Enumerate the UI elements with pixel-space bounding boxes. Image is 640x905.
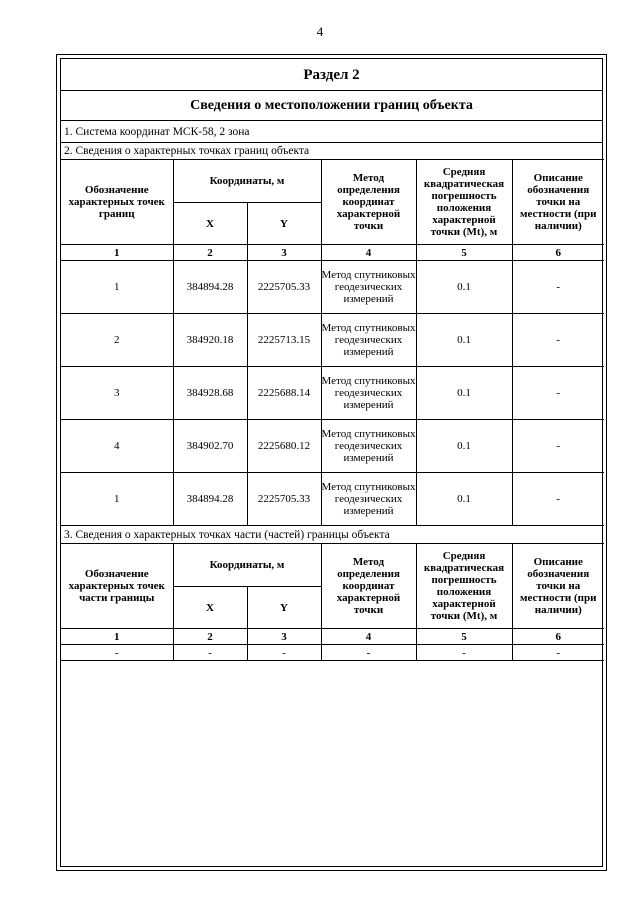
part-boundary-points-table [61,543,604,661]
description-cell: - [512,645,604,661]
point-id: 1 [61,261,173,314]
coord-x: - [173,645,247,661]
col-number: 2 [173,629,247,645]
coord-y: 2225705.33 [247,261,321,314]
part3-heading: 3. Сведения о характерных точках части (частей) границы объекта [64,529,390,541]
description-cell: - [512,420,604,473]
coord-y: 2225688.14 [247,367,321,420]
header-designation: Обозначение характерных точек границ [61,160,173,245]
header-coordinates: Координаты, м [173,160,321,203]
accuracy-cell: 0.1 [416,420,512,473]
method-cell: Метод спутниковых геодезических измерений [321,261,416,314]
description-cell: - [512,261,604,314]
accuracy-cell: 0.1 [416,261,512,314]
table-row [61,261,604,314]
table-row [61,645,604,661]
document-frame [56,54,607,871]
coordinate-system: 1. Система координат МСК-58, 2 зона [61,121,602,143]
method-cell: Метод спутниковых геодезических измерений [321,367,416,420]
col-number: 1 [61,245,173,261]
coord-y: 2225705.33 [247,473,321,526]
page-number: 4 [316,24,324,39]
accuracy-cell: - [416,645,512,661]
header-method: Метод определения координат характерной точки [321,544,416,629]
col-number: 4 [321,629,416,645]
part2-heading: 2. Сведения о характерных точках границ объекта [64,145,310,157]
col-number: 5 [416,245,512,261]
document-inner-frame [60,58,603,867]
coord-x: 384902.70 [173,420,247,473]
coord-y: - [247,645,321,661]
coord-x: 384894.28 [173,473,247,526]
method-cell: Метод спутниковых геодезических измерений [321,473,416,526]
section-title: Раздел 2 [61,59,602,91]
header-y: Y [247,587,321,629]
point-id: 4 [61,420,173,473]
coord-y: 2225680.12 [247,420,321,473]
col-number: 6 [512,245,604,261]
header-description: Описание обозначения точки на местности (при наличии) [512,160,604,245]
table-row [61,367,604,420]
header-description: Описание обозначения точки на местности (при наличии) [512,544,604,629]
col-number: 3 [247,629,321,645]
header-x: X [173,587,247,629]
section-subtitle: Сведения о местоположении границ объекта [61,91,602,121]
table-row [61,473,604,526]
header-accuracy: Средняя квадратическая погрешность положения характерной точки (Mt), м [416,544,512,629]
coord-x: 384920.18 [173,314,247,367]
header-method: Метод определения координат характерной точки [321,160,416,245]
col-number: 4 [321,245,416,261]
accuracy-cell: 0.1 [416,473,512,526]
method-cell: Метод спутниковых геодезических измерений [321,420,416,473]
header-designation: Обозначение характерных точек части границы [61,544,173,629]
col-number: 1 [61,629,173,645]
description-cell: - [512,314,604,367]
col-number: 3 [247,245,321,261]
coord-x: 384894.28 [173,261,247,314]
header-coordinates: Координаты, м [173,544,321,587]
table-row [61,314,604,367]
point-id: - [61,645,173,661]
boundary-points-table [61,159,604,526]
method-cell: - [321,645,416,661]
coord-x: 384928.68 [173,367,247,420]
header-accuracy: Средняя квадратическая погрешность положения характерной точки (Mt), м [416,160,512,245]
point-id: 2 [61,314,173,367]
description-cell: - [512,473,604,526]
table-row [61,420,604,473]
header-y: Y [247,203,321,245]
method-cell: Метод спутниковых геодезических измерений [321,314,416,367]
col-number: 5 [416,629,512,645]
accuracy-cell: 0.1 [416,314,512,367]
header-x: X [173,203,247,245]
col-number: 6 [512,629,604,645]
point-id: 1 [61,473,173,526]
col-number: 2 [173,245,247,261]
description-cell: - [512,367,604,420]
coord-y: 2225713.15 [247,314,321,367]
accuracy-cell: 0.1 [416,367,512,420]
point-id: 3 [61,367,173,420]
